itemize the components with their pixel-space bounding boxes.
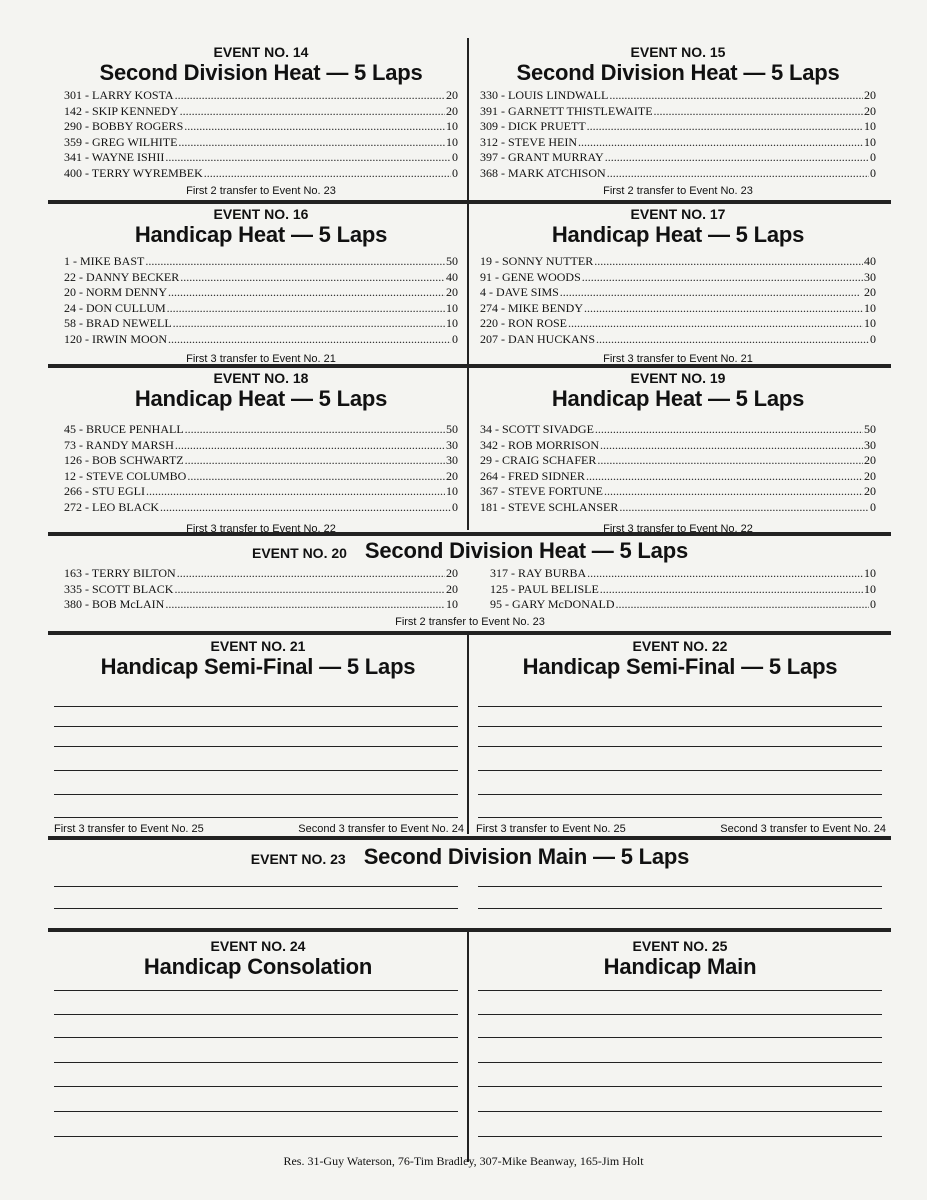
rider: 317 - RAY BURBA: [490, 566, 587, 580]
points: 30: [446, 453, 458, 468]
rider: 20 - NORM DENNY: [64, 285, 167, 300]
points: 40: [446, 269, 458, 284]
entry-row: [480, 104, 876, 120]
rider: 126 - BOB SCHWARTZ: [64, 453, 184, 468]
points: 30: [864, 437, 876, 452]
event-title: Handicap Heat — 5 Laps: [134, 386, 388, 411]
event-number: EVENT NO. 15: [630, 44, 726, 60]
entry-list: [64, 254, 458, 348]
blank-line: [478, 726, 882, 727]
transfer-note: First 3 transfer to Event No. 21: [186, 352, 336, 365]
blank-line: [54, 908, 458, 909]
blank-line: [54, 990, 458, 991]
points: 40: [864, 254, 876, 268]
divider: [48, 838, 891, 840]
entry-list: [64, 88, 458, 182]
entry-list: [64, 422, 458, 516]
points: 20: [864, 453, 876, 468]
entry-row: [480, 453, 876, 469]
blank-line: [478, 1086, 882, 1087]
points: 10: [864, 316, 876, 331]
rider: 220 - RON ROSE: [480, 316, 568, 331]
transfer-note: First 3 transfer to Event No. 25: [54, 823, 204, 835]
entry-row: [64, 135, 458, 151]
entry-row: [480, 135, 876, 151]
event-number: EVENT NO. 20: [252, 545, 347, 561]
rider: 312 - STEVE HEIN: [480, 134, 577, 149]
points: 0: [452, 331, 458, 346]
points: 10: [446, 597, 458, 612]
points: 20: [864, 484, 876, 499]
blank-line: [478, 706, 882, 707]
event-number: EVENT NO. 23: [250, 851, 346, 867]
entry-row: [64, 104, 458, 120]
event-number: EVENT NO. 21: [210, 638, 306, 654]
rider: 58 - BRAD NEWELL: [64, 316, 172, 331]
points: 10: [864, 119, 876, 134]
transfer-note: First 3 transfer to Event No. 21: [603, 352, 753, 365]
divider: [48, 202, 891, 204]
rider: 45 - BRUCE PENHALL: [64, 422, 184, 436]
event-title: Second Division Heat — 5 Laps: [99, 60, 423, 85]
points: 50: [446, 254, 458, 268]
blank-line: [478, 1014, 882, 1015]
entry-row: [490, 566, 876, 582]
entry-list-right: [490, 566, 876, 613]
blank-line: [54, 817, 458, 818]
points: 20: [864, 88, 876, 102]
points: 10: [446, 316, 458, 331]
blank-line: [54, 1062, 458, 1063]
entry-row: [64, 270, 458, 286]
rider: 22 - DANNY BECKER: [64, 269, 180, 284]
points: 20: [446, 581, 458, 596]
entry-row: [64, 301, 458, 317]
entry-row: [64, 88, 458, 104]
event-number: EVENT NO. 17: [630, 206, 726, 222]
rider: 91 - GENE WOODS: [480, 269, 581, 284]
rider: 301 - LARRY KOSTA: [64, 88, 174, 102]
rider: 95 - GARY McDONALD: [490, 597, 615, 612]
event-20: [64, 538, 876, 629]
event-16: [64, 206, 458, 366]
event-title: Handicap Consolation: [143, 954, 373, 979]
blank-line: [54, 1086, 458, 1087]
blank-line: [478, 817, 882, 818]
rider: 400 - TERRY WYREMBEK: [64, 165, 203, 180]
points: 0: [452, 150, 458, 165]
divider: [48, 930, 891, 932]
points: 10: [446, 134, 458, 149]
blank-line: [54, 1136, 458, 1137]
rider: 266 - STU EGLI: [64, 484, 145, 499]
points: 30: [446, 437, 458, 452]
event-17: [480, 206, 876, 366]
blank-line: [478, 1136, 882, 1137]
entry-row: [64, 119, 458, 135]
rider: 290 - BOBBY ROGERS: [64, 119, 184, 134]
entry-row: [490, 597, 876, 613]
entry-row: [64, 582, 458, 598]
rider: 19 - SONNY NUTTER: [480, 254, 594, 268]
divider: [48, 366, 891, 368]
entry-row: [480, 469, 876, 485]
event-number: EVENT NO. 25: [632, 938, 728, 954]
transfer-note: First 3 transfer to Event No. 25: [476, 823, 626, 835]
rider: 380 - BOB McLAIN: [64, 597, 165, 612]
rider: 264 - FRED SIDNER: [480, 468, 586, 483]
blank-line: [54, 1037, 458, 1038]
points: 10: [446, 300, 458, 315]
points: 10: [864, 566, 876, 580]
rider: 359 - GREG WILHITE: [64, 134, 178, 149]
blank-line: [478, 1037, 882, 1038]
event-title: Handicap Heat — 5 Laps: [134, 222, 388, 247]
event-number: EVENT NO. 22: [632, 638, 728, 654]
entry-row: [64, 254, 458, 270]
points: 0: [452, 165, 458, 180]
event-title: Handicap Heat — 5 Laps: [551, 386, 805, 411]
rider: 1 - MIKE BAST: [64, 254, 145, 268]
event-title: Second Division Heat — 5 Laps: [364, 538, 688, 563]
event-18: [64, 370, 458, 536]
event-22: [476, 638, 884, 680]
points: 20: [446, 285, 458, 300]
points: 30: [864, 269, 876, 284]
rider: 29 - CRAIG SCHAFER: [480, 453, 597, 468]
entry-row: [480, 254, 876, 270]
transfer-note: First 2 transfer to Event No. 23: [186, 184, 336, 197]
column-divider: [467, 635, 469, 834]
event-title: Second Division Main — 5 Laps: [363, 844, 690, 869]
transfer-notes: [476, 822, 886, 836]
entry-row: [480, 166, 876, 182]
blank-line: [478, 794, 882, 795]
entry-row: [64, 150, 458, 166]
rider: 309 - DICK PRUETT: [480, 119, 586, 134]
entry-row: [64, 332, 458, 348]
rider: 163 - TERRY BILTON: [64, 566, 176, 580]
points: 10: [864, 300, 876, 315]
rider: 34 - SCOTT SIVADGE: [480, 422, 594, 436]
blank-line: [54, 1111, 458, 1112]
entry-row: [480, 438, 876, 454]
entry-row: [64, 484, 458, 500]
divider: [48, 633, 891, 635]
rider: 24 - DON CULLUM: [64, 300, 166, 315]
event-23: [64, 844, 876, 870]
rider: 4 - DAVE SIMS: [480, 285, 559, 300]
rider: 274 - MIKE BENDY: [480, 300, 583, 315]
transfer-note: First 3 transfer to Event No. 22: [186, 522, 336, 535]
points: 0: [870, 499, 876, 514]
points: 20: [446, 566, 458, 580]
entry-row: [64, 597, 458, 613]
blank-line: [54, 726, 458, 727]
entry-row: [64, 422, 458, 438]
blank-line: [478, 990, 882, 991]
points: 10: [446, 484, 458, 499]
rider: 142 - SKIP KENNEDY: [64, 103, 179, 118]
column-divider: [467, 932, 469, 1162]
entry-row: [64, 566, 458, 582]
entry-row: [64, 316, 458, 332]
entry-row: [64, 500, 458, 516]
event-14: [64, 44, 458, 198]
points: 50: [864, 422, 876, 436]
points: 10: [446, 119, 458, 134]
blank-line: [478, 886, 882, 887]
column-divider: [467, 38, 469, 530]
entry-row: [64, 453, 458, 469]
points: 50: [446, 422, 458, 436]
points: 10: [864, 581, 876, 596]
event-title: Handicap Semi-Final — 5 Laps: [522, 654, 838, 679]
blank-line: [54, 794, 458, 795]
entry-row: [64, 285, 458, 301]
rider: 12 - STEVE COLUMBO: [64, 468, 187, 483]
entry-list: [480, 422, 876, 516]
points: 20: [446, 468, 458, 483]
blank-line: [54, 746, 458, 747]
blank-line: [54, 886, 458, 887]
transfer-note: First 3 transfer to Event No. 22: [603, 522, 753, 535]
blank-line: [478, 1062, 882, 1063]
rider: 125 - PAUL BELISLE: [490, 581, 599, 596]
entry-row: [480, 316, 876, 332]
event-number: EVENT NO. 16: [213, 206, 309, 222]
event-25: [476, 938, 884, 980]
rider: 181 - STEVE SCHLANSER: [480, 499, 619, 514]
entry-row: [64, 469, 458, 485]
transfer-note: First 2 transfer to Event No. 23: [395, 615, 545, 628]
event-title: Second Division Heat — 5 Laps: [516, 60, 840, 85]
entry-row: [480, 500, 876, 516]
entry-row: [480, 270, 876, 286]
points: 0: [870, 597, 876, 612]
points: 10: [864, 134, 876, 149]
entry-row: [490, 582, 876, 598]
event-title: Handicap Semi-Final — 5 Laps: [100, 654, 416, 679]
entry-row: [64, 166, 458, 182]
event-number: EVENT NO. 14: [213, 44, 309, 60]
points: 0: [870, 331, 876, 346]
points: 0: [452, 499, 458, 514]
event-title: Handicap Main: [603, 954, 757, 979]
entry-row: [480, 88, 876, 104]
rider: 330 - LOUIS LINDWALL: [480, 88, 609, 102]
points: 20: [864, 103, 876, 118]
blank-line: [54, 770, 458, 771]
rider: 368 - MARK ATCHISON: [480, 165, 606, 180]
entry-list: [480, 254, 876, 348]
points: 20: [864, 285, 876, 300]
entry-row: [480, 119, 876, 135]
entry-list-left: [64, 566, 458, 613]
rider: 342 - ROB MORRISON: [480, 437, 600, 452]
event-number: EVENT NO. 19: [630, 370, 726, 386]
event-21: [54, 638, 462, 680]
blank-line: [54, 706, 458, 707]
program-page: [48, 38, 891, 1143]
blank-line: [478, 908, 882, 909]
entry-row: [480, 301, 876, 317]
blank-line: [478, 746, 882, 747]
points: 0: [870, 165, 876, 180]
points: 0: [870, 150, 876, 165]
rider: 73 - RANDY MARSH: [64, 437, 174, 452]
rider: 335 - SCOTT BLACK: [64, 581, 174, 596]
points: 20: [446, 103, 458, 118]
transfer-note: First 2 transfer to Event No. 23: [603, 184, 753, 197]
points: 20: [446, 88, 458, 102]
entry-row: [480, 484, 876, 500]
blank-line: [478, 770, 882, 771]
rider: 367 - STEVE FORTUNE: [480, 484, 603, 499]
entry-row: [64, 438, 458, 454]
event-19: [480, 370, 876, 536]
rider: 341 - WAYNE ISHII: [64, 150, 165, 165]
event-number: EVENT NO. 24: [210, 938, 306, 954]
rider: 272 - LEO BLACK: [64, 499, 159, 514]
event-15: [480, 44, 876, 198]
rider: 120 - IRWIN MOON: [64, 331, 167, 346]
rider: 397 - GRANT MURRAY: [480, 150, 604, 165]
reserves-note: Res. 31-Guy Waterson, 76-Tim Bradley, 307-Mike Beanway, 165-Jim Holt: [283, 1154, 644, 1168]
event-24: [54, 938, 462, 980]
transfer-notes: [54, 822, 464, 836]
rider: 391 - GARNETT THISTLEWAITE: [480, 103, 653, 118]
event-title: Handicap Heat — 5 Laps: [551, 222, 805, 247]
blank-line: [54, 1014, 458, 1015]
event-number: EVENT NO. 18: [213, 370, 309, 386]
entry-list: [480, 88, 876, 182]
transfer-note: Second 3 transfer to Event No. 24: [720, 823, 886, 835]
entry-row: [480, 285, 876, 301]
transfer-note: Second 3 transfer to Event No. 24: [298, 823, 464, 835]
entry-row: [480, 150, 876, 166]
blank-line: [478, 1111, 882, 1112]
entry-row: [480, 332, 876, 348]
rider: 207 - DAN HUCKANS: [480, 331, 596, 346]
points: 20: [864, 468, 876, 483]
entry-row: [480, 422, 876, 438]
